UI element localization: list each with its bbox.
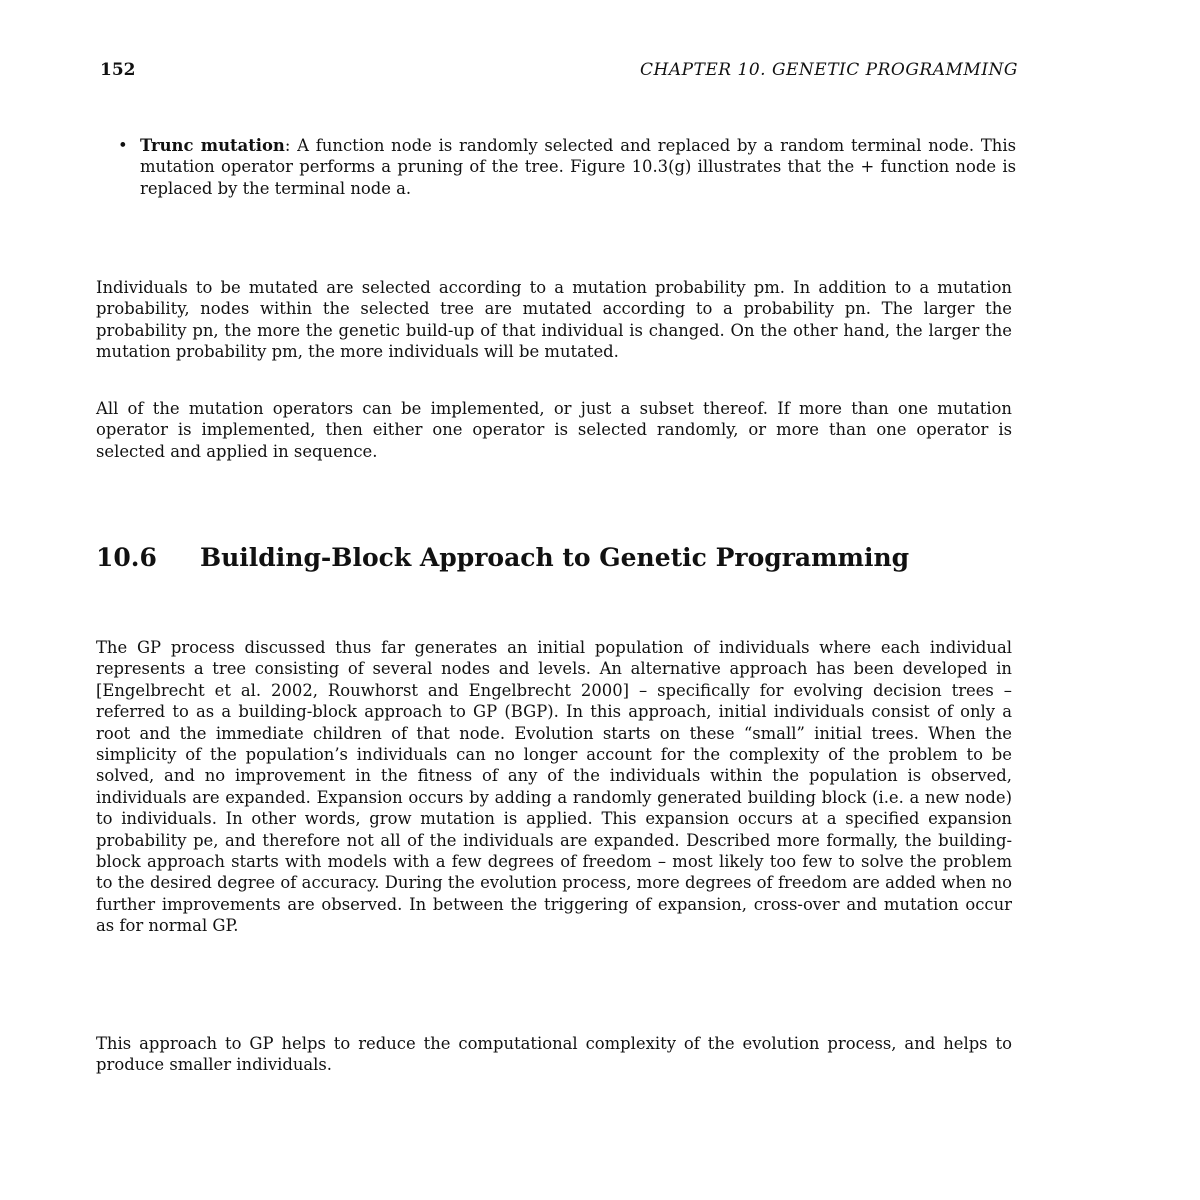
bullet-item-trunc-mutation — [118, 135, 1016, 199]
chapter-title: CHAPTER 10. GENETIC PROGRAMMING — [640, 60, 1018, 80]
bullet-text: : A function node is randomly selected and replaced by a random terminal node. This mutation operator performs a pruning of the tree. Figure 10.3(g) illustrates that the + function node is replaced by the terminal node a. — [140, 136, 1016, 198]
section-title: Building-Block Approach to Genetic Programming — [200, 543, 910, 572]
section-number: 10.6 — [96, 543, 157, 572]
bullet-marker: • — [118, 136, 128, 155]
paragraph-bgp-benefits: This approach to GP helps to reduce the computational complexity of the evolution process, and helps to produce smaller individuals. — [96, 1034, 1012, 1075]
running-head — [100, 60, 1018, 86]
page-number: 152 — [100, 60, 136, 80]
paragraph-mutation-probability: Individuals to be mutated are selected according to a mutation probability pm. In addition to a mutation probability, nodes within the selected tree are mutated according to a probability pn. The larger the probability pn, the more the genetic build-up of that individual is changed. On the other hand, the larger the mutation probability pm, the more individuals will be mutated. — [96, 278, 1012, 362]
bullet-term: Trunc mutation — [140, 136, 285, 155]
paragraph-bgp-description: The GP process discussed thus far generates an initial population of individuals where each individual represents a tree consisting of several nodes and levels. An alternative approach has been developed in [Engelbrecht et al. 2002, Rouwhorst and Engelbrecht 2000] – specifically for evolving decision trees – referred to as a building-block approach to GP (BGP). In this approach, initial individuals consist of only a root and the immediate children of that node. Evolution starts on these “small” initial trees. When the simplicity of the population’s individuals can no longer account for the complexity of the problem to be solved, and no improvement in the fitness of any of the individuals within the population is observed, individuals are expanded. Expansion occurs by adding a randomly generated building block (i.e. a new node) to individuals. In other words, grow mutation is applied. This expansion occurs at a specified expansion probability pe, and therefore not all of the individuals are expanded. Described more formally, the building-block approach starts with models with a few degrees of freedom – most likely too few to solve the problem to the desired degree of accuracy. During the evolution process, more degrees of freedom are added when no further improvements are observed. In between the triggering of expansion, cross-over and mutation occur as for normal GP. — [96, 638, 1012, 936]
paragraph-mutation-operators: All of the mutation operators can be implemented, or just a subset thereof. If more than one mutation operator is implemented, then either one operator is selected randomly, or more than one operator is selected and applied in sequence. — [96, 399, 1012, 461]
